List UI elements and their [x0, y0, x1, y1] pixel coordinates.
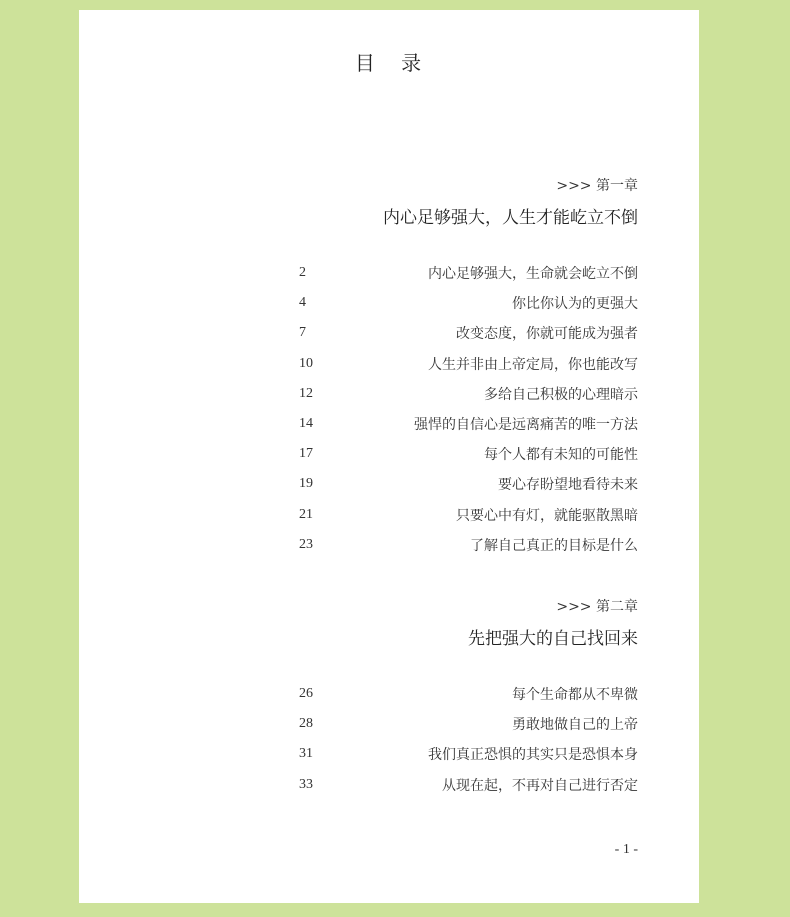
- page-number: - 1 -: [614, 842, 638, 857]
- toc-entry-text: 人生并非由上帝定局，你也能改写: [428, 356, 638, 373]
- toc-entry[interactable]: [299, 530, 638, 560]
- toc-entry-text: 从现在起，不再对自己进行否定: [442, 777, 638, 794]
- chapter-2-label: >>> 第二章: [556, 599, 638, 615]
- chapter-2-entries: [299, 679, 638, 800]
- chapter-1-entries: [299, 258, 638, 560]
- toc-entry[interactable]: [299, 770, 638, 800]
- toc-entry[interactable]: [299, 739, 638, 769]
- toc-entry[interactable]: [299, 500, 638, 530]
- toc-entry-text: 内心足够强大，生命就会屹立不倒: [428, 266, 638, 283]
- toc-entry-text: 每个生命都从不卑微: [512, 687, 638, 704]
- toc-entry-text: 只要心中有灯，就能驱散黑暗: [456, 507, 638, 524]
- toc-entry-page: 31: [299, 746, 313, 762]
- toc-entry-page: 23: [299, 536, 313, 552]
- toc-entry[interactable]: [299, 258, 638, 288]
- toc-entry[interactable]: [299, 349, 638, 379]
- toc-title: 目 录: [354, 51, 432, 75]
- toc-entry-page: 2: [299, 265, 306, 281]
- chapter-1-label: >>> 第一章: [556, 178, 638, 194]
- toc-entry-text: 要心存盼望地看待未来: [498, 477, 638, 494]
- toc-entry-text: 勇敢地做自己的上帝: [512, 717, 638, 734]
- toc-entry[interactable]: [299, 288, 638, 318]
- toc-entry-page: 4: [299, 295, 306, 311]
- toc-entry-text: 了解自己真正的目标是什么: [470, 537, 638, 554]
- toc-entry-page: 33: [299, 776, 313, 792]
- toc-entry[interactable]: [299, 318, 638, 348]
- toc-entry-page: 10: [299, 355, 313, 371]
- toc-entry-page: 14: [299, 416, 313, 432]
- toc-entry-page: 19: [299, 476, 313, 492]
- toc-entry-text: 改变态度，你就可能成为强者: [456, 326, 638, 343]
- toc-entry-page: 21: [299, 506, 313, 522]
- toc-entry[interactable]: [299, 709, 638, 739]
- toc-entry-text: 我们真正恐惧的其实只是恐惧本身: [428, 747, 638, 764]
- toc-entry[interactable]: [299, 409, 638, 439]
- toc-entry-page: 28: [299, 716, 313, 732]
- document-page: [79, 10, 699, 903]
- toc-entry-page: 17: [299, 446, 313, 462]
- chapter-1-title: 内心足够强大，人生才能屹立不倒: [383, 208, 638, 228]
- toc-entry-page: 26: [299, 686, 313, 702]
- toc-entry-page: 7: [299, 325, 306, 341]
- toc-entry-page: 12: [299, 385, 313, 401]
- toc-entry[interactable]: [299, 469, 638, 499]
- toc-entry[interactable]: [299, 379, 638, 409]
- toc-entry-text: 你比你认为的更强大: [512, 296, 638, 313]
- toc-entry[interactable]: [299, 439, 638, 469]
- chapter-2-title: 先把强大的自己找回来: [468, 629, 638, 649]
- toc-entry-text: 多给自己积极的心理暗示: [484, 386, 638, 403]
- toc-entry-text: 强悍的自信心是远离痛苦的唯一方法: [414, 417, 638, 434]
- toc-entry[interactable]: [299, 679, 638, 709]
- toc-entry-text: 每个人都有未知的可能性: [484, 447, 638, 464]
